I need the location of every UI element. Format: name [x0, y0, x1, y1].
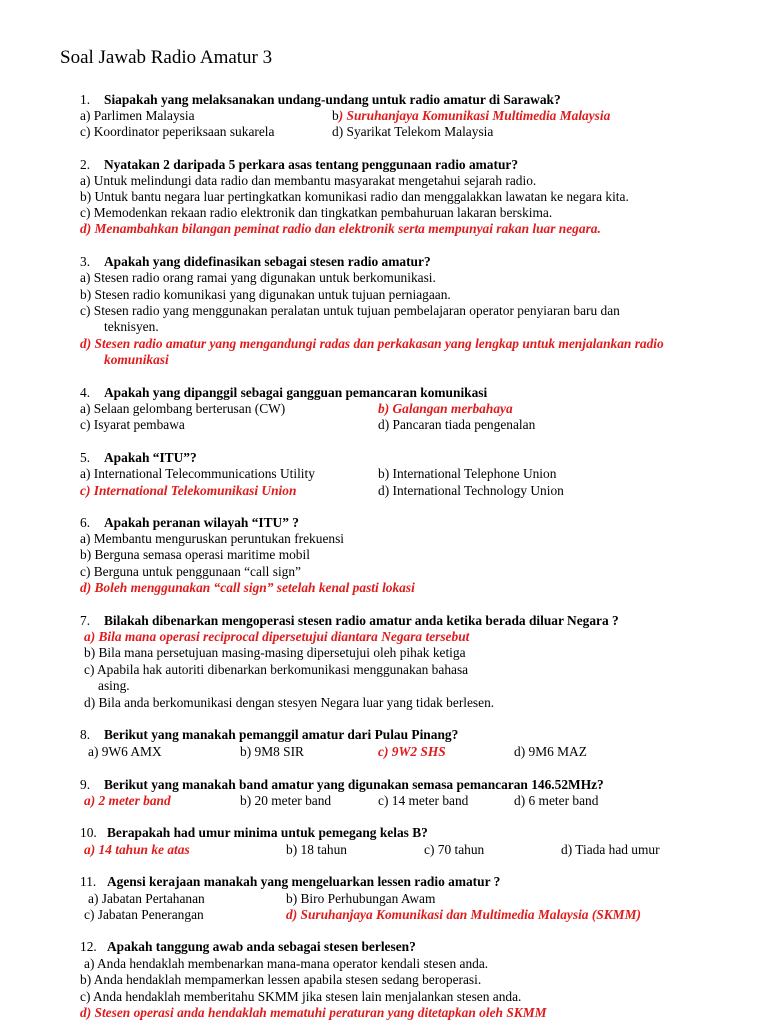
q2-option-c: c) Memodenkan rekaan radio elektronik dan tingkatkan pembahuruan lakaran berskima. — [80, 205, 553, 220]
question-number: 5. — [80, 450, 91, 465]
question-number: 9. — [80, 777, 91, 792]
q7-option-c: c) Apabila hak autoriti dibenarkan berkomunikasi menggunakan bahasa — [84, 662, 469, 677]
question-11 — [80, 874, 500, 890]
q10-option-b: b) 18 tahun — [286, 842, 347, 857]
question-number: 11. — [80, 874, 97, 889]
question-number: 4. — [80, 385, 91, 400]
question-1 — [80, 92, 561, 108]
q4-option-d: d) Pancaran tiada pengenalan — [378, 417, 536, 432]
q9-option-a-correct: a) 2 meter band — [84, 793, 171, 808]
q2-option-d-correct: d) Menambahkan bilangan peminat radio dan elektronik serta mempunyai rakan luar negara. — [80, 221, 601, 236]
q9-option-c: c) 14 meter band — [378, 793, 469, 808]
question-3 — [80, 254, 431, 270]
q11-option-b: b) Biro Perhubungan Awam — [286, 891, 436, 906]
question-6 — [80, 515, 299, 531]
q11-option-a: a) Jabatan Pertahanan — [88, 891, 205, 906]
question-text: Nyatakan 2 daripada 5 perkara asas tentang penggunaan radio amatur? — [104, 157, 519, 172]
question-number: 7. — [80, 613, 91, 628]
q7-option-d: d) Bila anda berkomunikasi dengan stesyen Negara luar yang tidak berlesen. — [84, 695, 495, 710]
question-12 — [80, 939, 416, 955]
question-2 — [80, 157, 518, 173]
question-text: Berikut yang manakah band amatur yang digunakan semasa pemancaran 146.52MHz? — [104, 777, 604, 792]
q12-option-c: c) Anda hendaklah memberitahu SKMM jika stesen lain menjalankan stesen anda. — [80, 989, 522, 1004]
q2-option-b: b) Untuk bantu negara luar pertingkatkan komunikasi radio dan menggalakkan lawatan ke negara kita. — [80, 189, 629, 204]
q6-option-c: c) Berguna untuk penggunaan “call sign” — [80, 564, 301, 579]
q7-option-a-correct: a) Bila mana operasi reciprocal dipersetujui diantara Negara tersebut — [84, 629, 470, 644]
q4-option-b-correct: b) Galangan merbahaya — [378, 401, 513, 416]
q7-option-c-cont: asing. — [98, 678, 130, 693]
q6-option-d-correct: d) Boleh menggunakan “call sign” setelah kenal pasti lokasi — [80, 580, 415, 595]
q5-option-c-correct: c) International Telekomunikasi Union — [80, 483, 297, 498]
q3-option-d-cont: komunikasi — [104, 352, 169, 367]
q12-option-b: b) Anda hendaklah mempamerkan lessen apabila stesen sedang beroperasi. — [80, 972, 482, 987]
question-number: 10. — [80, 825, 97, 840]
q5-option-a: a) International Telecommunications Utility — [80, 466, 315, 481]
q5-option-d: d) International Technology Union — [378, 483, 564, 498]
question-4 — [80, 385, 487, 401]
q1-option-d: d) Syarikat Telekom Malaysia — [332, 124, 494, 139]
q8-option-a: a) 9W6 AMX — [88, 744, 162, 759]
q11-option-c: c) Jabatan Penerangan — [84, 907, 204, 922]
question-number: 1. — [80, 92, 91, 107]
question-text: Berikut yang manakah pemanggil amatur dari Pulau Pinang? — [104, 727, 459, 742]
q11-option-d-correct: d) Suruhanjaya Komunikasi dan Multimedia Malaysia (SKMM) — [286, 907, 641, 922]
question-10 — [80, 825, 428, 841]
q3-option-b: b) Stesen radio komunikasi yang digunakan untuk tujuan perniagaan. — [80, 287, 451, 302]
question-text: Agensi kerajaan manakah yang mengeluarkan lessen radio amatur ? — [107, 874, 501, 889]
q8-option-c-correct: c) 9W2 SHS — [378, 744, 446, 759]
q3-option-c-cont: teknisyen. — [104, 319, 159, 334]
q4-option-c: c) Isyarat pembawa — [80, 417, 185, 432]
page-title: Soal Jawab Radio Amatur 3 — [60, 47, 273, 68]
question-number: 3. — [80, 254, 91, 269]
q3-option-d-correct: d) Stesen radio amatur yang mengandungi radas dan perkakasan yang lengkap untuk menjalankan radio — [80, 336, 664, 351]
q10-option-c: c) 70 tahun — [424, 842, 485, 857]
q9-option-d: d) 6 meter band — [514, 793, 599, 808]
q1-option-a: a) Parlimen Malaysia — [80, 108, 195, 123]
question-text: Berapakah had umur minima untuk pemegang kelas B? — [107, 825, 428, 840]
q2-option-a: a) Untuk melindungi data radio dan membantu masyarakat mengetahui sejarah radio. — [80, 173, 537, 188]
q4-option-a: a) Selaan gelombang berterusan (CW) — [80, 401, 286, 416]
question-text: Apakah peranan wilayah “ITU” ? — [104, 515, 299, 530]
q7-option-b: b) Bila mana persetujuan masing-masing dipersetujui oleh pihak ketiga — [84, 645, 466, 660]
q6-option-a: a) Membantu menguruskan peruntukan frekuensi — [80, 531, 345, 546]
question-number: 8. — [80, 727, 91, 742]
question-5 — [80, 450, 197, 466]
q3-option-a: a) Stesen radio orang ramai yang digunakan untuk berkomunikasi. — [80, 270, 436, 285]
question-8 — [80, 727, 458, 743]
q10-option-a-correct: a) 14 tahun ke atas — [84, 842, 190, 857]
q12-option-d-correct: d) Stesen operasi anda hendaklah mematuhi peraturan yang ditetapkan oleh SKMM — [80, 1005, 547, 1020]
question-text: Apakah “ITU”? — [104, 450, 197, 465]
question-text: Apakah yang didefinasikan sebagai stesen radio amatur? — [104, 254, 431, 269]
correct-answer: ) Suruhanjaya Komunikasi Multimedia Malaysia — [338, 108, 611, 123]
q10-option-d: d) Tiada had umur — [561, 842, 660, 857]
question-number: 2. — [80, 157, 91, 172]
question-number: 6. — [80, 515, 91, 530]
q1-option-c: c) Koordinator peperiksaan sukarela — [80, 124, 275, 139]
question-text: Apakah tanggung awab anda sebagai stesen berlesen? — [107, 939, 416, 954]
question-text: Apakah yang dipanggil sebagai gangguan pemancaran komunikasi — [104, 385, 488, 400]
q1-option-b: b) Suruhanjaya Komunikasi Multimedia Malaysia — [332, 108, 611, 123]
q12-option-a: a) Anda hendaklah membenarkan mana-mana operator kendali stesen anda. — [84, 956, 489, 971]
q5-option-b: b) International Telephone Union — [378, 466, 557, 481]
question-text: Siapakah yang melaksanakan undang-undang untuk radio amatur di Sarawak? — [104, 92, 561, 107]
question-9 — [80, 777, 604, 793]
q9-option-b: b) 20 meter band — [240, 793, 332, 808]
q8-option-d: d) 9M6 MAZ — [514, 744, 587, 759]
q3-option-c: c) Stesen radio yang menggunakan peralatan untuk tujuan pembelajaran operator penyiaran baru dan — [80, 303, 620, 318]
q8-option-b: b) 9M8 SIR — [240, 744, 304, 759]
question-text: Bilakah dibenarkan mengoperasi stesen radio amatur anda ketika berada diluar Negara ? — [104, 613, 619, 628]
question-7 — [80, 613, 619, 629]
q6-option-b: b) Berguna semasa operasi maritime mobil — [80, 547, 310, 562]
question-number: 12. — [80, 939, 97, 954]
